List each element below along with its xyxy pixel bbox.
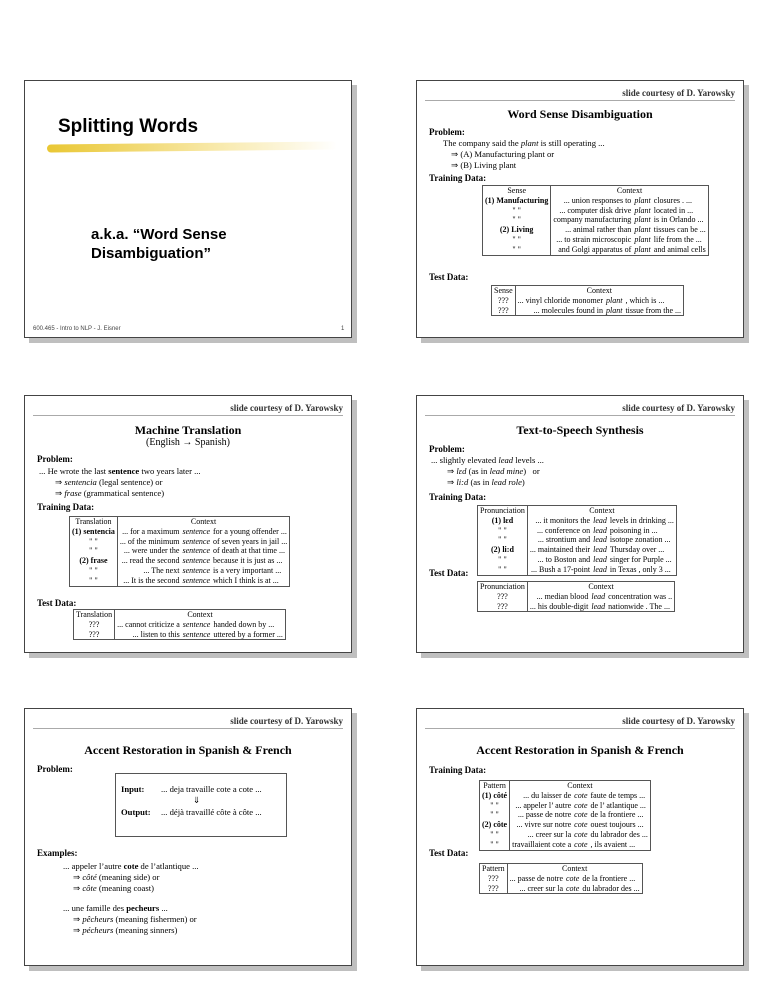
target-word: lead bbox=[593, 545, 607, 555]
sense-cell: (1) Manufacturing bbox=[483, 196, 551, 206]
problem-option-a: ⇒ (A) Manufacturing plant or bbox=[451, 149, 555, 159]
slide-6-title: Accent Restoration in Spanish & French bbox=[476, 743, 684, 757]
context-header: Context bbox=[616, 186, 643, 195]
table-row bbox=[483, 206, 709, 216]
sense-cell: ??? bbox=[478, 602, 528, 612]
table-row bbox=[70, 527, 290, 537]
sense-cell: ??? bbox=[480, 874, 508, 884]
example-2-option-2: ⇒ pécheurs (meaning sinners) bbox=[73, 925, 178, 935]
slide-3-title: Machine Translation bbox=[134, 423, 242, 437]
test-label: Test Data: bbox=[37, 598, 77, 608]
target-word: sentence bbox=[182, 526, 210, 536]
problem-option-b: ⇒ (B) Living plant bbox=[451, 160, 517, 170]
test-label: Test Data: bbox=[429, 272, 469, 282]
context-right: concentration was .. bbox=[608, 591, 673, 601]
slide-5-accent-problem bbox=[24, 708, 352, 966]
context-right: de la frontiere ... bbox=[590, 810, 644, 820]
input-label: Input: bbox=[121, 784, 145, 794]
slide-1-title bbox=[24, 80, 352, 338]
context-left: ... The next bbox=[143, 565, 180, 575]
context-right: ouest toujours ... bbox=[590, 820, 644, 830]
context-right: closures . ... bbox=[653, 195, 692, 205]
sense-cell: " " bbox=[478, 555, 528, 565]
target-word: sentence bbox=[182, 619, 211, 629]
slide-3-subtitle: (English → Spanish) bbox=[146, 437, 230, 448]
context-left: ... read the second bbox=[121, 556, 180, 566]
context-right: of seven years in jail ... bbox=[213, 536, 288, 546]
context-right: is a very important ... bbox=[213, 565, 282, 575]
sense-cell: (1) lɛd bbox=[478, 516, 528, 526]
sense-cell: ??? bbox=[478, 592, 528, 602]
context-right: for a young offender ... bbox=[213, 526, 287, 536]
output-label: Output: bbox=[121, 807, 151, 817]
table-row bbox=[483, 196, 709, 206]
target-word: cote bbox=[566, 883, 580, 893]
sense-cell: (2) frase bbox=[70, 556, 118, 566]
slide-credit: slide courtesy of D. Yarowsky bbox=[230, 403, 343, 413]
context-left: ... to strain microscopic bbox=[556, 234, 632, 244]
test-label: Test Data: bbox=[429, 568, 469, 578]
context-left: ... maintained their bbox=[529, 545, 591, 555]
input-output-box bbox=[115, 773, 287, 837]
target-word: sentence bbox=[182, 575, 210, 585]
table-row bbox=[478, 565, 677, 575]
context-left: company manufacturing bbox=[553, 215, 632, 225]
test-table bbox=[491, 285, 684, 316]
table-row bbox=[70, 556, 290, 566]
sense-cell: " " bbox=[478, 535, 528, 545]
context-right: located in ... bbox=[653, 205, 694, 215]
target-word: plant bbox=[606, 295, 623, 305]
table-row bbox=[483, 215, 709, 225]
context-left: ... It is the second bbox=[123, 575, 180, 585]
context-header: Context bbox=[589, 506, 615, 515]
table-row bbox=[480, 801, 651, 811]
table-header-row bbox=[480, 864, 643, 874]
context-right: levels in drinking ... bbox=[609, 515, 674, 525]
target-word: lead bbox=[593, 564, 607, 574]
sense-header: Pattern bbox=[480, 864, 508, 874]
context-left: ... his double-digit bbox=[529, 601, 589, 611]
sense-cell: " " bbox=[70, 566, 118, 576]
context-left: ... conference on bbox=[537, 525, 591, 535]
slide-4-tts bbox=[416, 395, 744, 653]
context-right: , ils avaient ... bbox=[590, 839, 636, 849]
credit-divider bbox=[425, 728, 735, 729]
slide-credit: slide courtesy of D. Yarowsky bbox=[230, 716, 343, 726]
sense-cell: (2) Living bbox=[483, 225, 551, 235]
table-header-row bbox=[70, 517, 290, 527]
table-row bbox=[483, 235, 709, 245]
context-left: ... animal rather than bbox=[565, 225, 632, 235]
credit-divider bbox=[425, 100, 735, 101]
context-left: ... creer sur la bbox=[527, 829, 572, 839]
context-right: life from the ... bbox=[653, 234, 702, 244]
context-left: ... cannot criticize a bbox=[117, 619, 180, 629]
target-word: cote bbox=[574, 820, 588, 830]
context-header: Context bbox=[588, 582, 614, 591]
slide-credit: slide courtesy of D. Yarowsky bbox=[622, 88, 735, 98]
target-word: sentence bbox=[182, 629, 211, 639]
target-word: cote bbox=[574, 800, 588, 810]
context-right: , which is ... bbox=[625, 295, 665, 305]
slide-6-accent-data bbox=[416, 708, 744, 966]
problem-label: Problem: bbox=[429, 127, 465, 137]
examples-label: Examples: bbox=[37, 848, 78, 858]
table-row bbox=[480, 810, 651, 820]
example-2-sentence: ... une famille des pecheurs ... bbox=[63, 903, 168, 913]
context-right: singer for Purple ... bbox=[609, 554, 672, 564]
target-word: lead bbox=[593, 535, 607, 545]
context-left: ... molecules found in bbox=[533, 305, 603, 315]
sense-cell: " " bbox=[478, 526, 528, 536]
test-label: Test Data: bbox=[429, 848, 469, 858]
sense-header: Pronunciation bbox=[478, 506, 528, 516]
context-right: because it is just as ... bbox=[213, 556, 283, 566]
sense-cell: " " bbox=[483, 245, 551, 255]
context-left: ... listen to this bbox=[132, 629, 180, 639]
table-row bbox=[70, 546, 290, 556]
example-1-option-2: ⇒ côte (meaning coast) bbox=[73, 883, 154, 893]
sense-cell: (2) côte bbox=[480, 820, 510, 830]
example-1-sentence: ... appeler l’autre cote de l’atlantique ... bbox=[63, 861, 199, 871]
sense-cell: " " bbox=[70, 537, 118, 547]
sense-cell: " " bbox=[480, 801, 510, 811]
table-row bbox=[70, 576, 290, 586]
test-table bbox=[73, 609, 286, 640]
table-row bbox=[480, 874, 643, 884]
target-word: cote bbox=[574, 790, 588, 800]
sense-cell: " " bbox=[480, 840, 510, 850]
sense-cell: " " bbox=[483, 215, 551, 225]
training-table bbox=[69, 516, 290, 587]
target-word: sentence bbox=[182, 565, 210, 575]
sense-header: Sense bbox=[483, 186, 551, 196]
table-row bbox=[478, 555, 677, 565]
context-left: ... vinyl chloride monomer bbox=[517, 295, 603, 305]
context-header: Context bbox=[187, 610, 213, 619]
context-right: nationwide . The ... bbox=[608, 601, 670, 611]
context-left: ... creer sur la bbox=[519, 883, 563, 893]
context-left: ... of the minimum bbox=[119, 536, 180, 546]
problem-label: Problem: bbox=[429, 444, 465, 454]
table-header-row bbox=[74, 610, 286, 620]
table-row bbox=[478, 526, 677, 536]
slide-2-wsd bbox=[416, 80, 744, 338]
context-right: poisoning in ... bbox=[609, 525, 658, 535]
problem-sentence: ... He wrote the last sentence two years later ... bbox=[39, 466, 201, 476]
title-underline-swoosh bbox=[47, 141, 337, 152]
table-row bbox=[483, 245, 709, 255]
sense-cell: ??? bbox=[74, 630, 115, 640]
test-table bbox=[477, 581, 675, 612]
problem-label: Problem: bbox=[37, 764, 73, 774]
target-word: lead bbox=[591, 591, 606, 601]
target-word: plant bbox=[634, 195, 651, 205]
sense-cell: " " bbox=[478, 565, 528, 575]
table-row bbox=[70, 566, 290, 576]
sense-cell: ??? bbox=[492, 296, 516, 306]
table-row bbox=[483, 225, 709, 235]
context-left: ... du laisser de bbox=[523, 790, 572, 800]
context-right: de la frontiere ... bbox=[582, 873, 636, 883]
problem-option-2: ⇒ li:d (as in lead role) bbox=[447, 477, 525, 487]
sense-header: Translation bbox=[74, 610, 115, 620]
slide-3-mt bbox=[24, 395, 352, 653]
training-table bbox=[477, 505, 677, 576]
context-header: Context bbox=[190, 517, 217, 526]
context-right: which I think is at ... bbox=[213, 575, 279, 585]
context-left: ... appeler l’ autre bbox=[515, 800, 572, 810]
slide-1-subtitle-line2: Disambiguation” bbox=[91, 245, 212, 262]
table-header-row bbox=[478, 582, 675, 592]
target-word: sentence bbox=[182, 536, 210, 546]
target-word: sentence bbox=[182, 546, 210, 556]
context-left: ... passe de notre bbox=[509, 873, 563, 883]
context-right: isotope zonation ... bbox=[609, 535, 671, 545]
sense-cell: ??? bbox=[492, 306, 516, 316]
slide-5-title: Accent Restoration in Spanish & French bbox=[84, 743, 292, 757]
target-word: lead bbox=[591, 601, 606, 611]
table-row bbox=[478, 602, 675, 612]
test-table bbox=[479, 863, 643, 894]
sense-cell: ??? bbox=[74, 620, 115, 630]
context-left: ... for a maximum bbox=[122, 526, 180, 536]
context-header: Context bbox=[586, 286, 612, 295]
table-row bbox=[478, 516, 677, 526]
context-right: is in Orlando ... bbox=[653, 215, 704, 225]
target-word: cote bbox=[574, 829, 588, 839]
context-left: ... strontium and bbox=[537, 535, 591, 545]
context-right: uttered by a former ... bbox=[213, 629, 283, 639]
context-right: du labrador des ... bbox=[582, 883, 640, 893]
target-word: plant bbox=[634, 234, 651, 244]
target-word: plant bbox=[634, 225, 651, 235]
credit-divider bbox=[33, 728, 343, 729]
input-text: ... deja travaille cote a cote ... bbox=[161, 784, 262, 794]
sense-cell: " " bbox=[70, 576, 118, 586]
table-header-row bbox=[483, 186, 709, 196]
context-left: ... were under the bbox=[123, 546, 180, 556]
target-word: cote bbox=[574, 810, 588, 820]
context-left: and Golgi apparatus of bbox=[558, 244, 632, 254]
context-right: Thursday over ... bbox=[609, 545, 665, 555]
context-right: de l’ atlantique ... bbox=[590, 800, 646, 810]
credit-divider bbox=[33, 415, 343, 416]
target-word: lead bbox=[593, 515, 607, 525]
sense-header: Translation bbox=[70, 517, 118, 527]
context-right: in Texas , only 3 ... bbox=[609, 564, 671, 574]
sense-cell: " " bbox=[483, 235, 551, 245]
context-header: Context bbox=[567, 781, 593, 790]
target-word: sentence bbox=[182, 556, 210, 566]
table-row bbox=[478, 545, 677, 555]
table-row bbox=[478, 535, 677, 545]
table-header-row bbox=[478, 506, 677, 516]
slide-1-subtitle-line1: a.k.a. “Word Sense bbox=[91, 226, 227, 243]
context-right: and animal cells bbox=[653, 244, 706, 254]
training-label: Training Data: bbox=[429, 765, 487, 775]
output-text: ... déjà travaillé côte à côte ... bbox=[161, 807, 262, 817]
table-row bbox=[478, 592, 675, 602]
training-label: Training Data: bbox=[37, 502, 95, 512]
table-row bbox=[70, 537, 290, 547]
context-left: ... computer disk drive bbox=[559, 205, 632, 215]
table-row bbox=[74, 630, 286, 640]
problem-label: Problem: bbox=[37, 454, 73, 464]
credit-divider bbox=[425, 415, 735, 416]
context-right: tissues can be ... bbox=[653, 225, 706, 235]
target-word: plant bbox=[634, 205, 651, 215]
context-right: handed down by ... bbox=[213, 619, 275, 629]
table-row bbox=[480, 791, 651, 801]
table-header-row bbox=[492, 286, 684, 296]
sense-cell: " " bbox=[480, 830, 510, 840]
slide-2-title: Word Sense Disambiguation bbox=[507, 107, 653, 121]
context-right: of death at that time ... bbox=[213, 546, 285, 556]
target-word: cote bbox=[574, 839, 588, 849]
target-word: plant bbox=[606, 305, 623, 315]
problem-option-1: ⇒ lɛd (as in lead mine) or bbox=[447, 466, 540, 476]
table-row bbox=[480, 820, 651, 830]
sense-header: Pattern bbox=[480, 781, 510, 791]
target-word: plant bbox=[634, 215, 651, 225]
table-row bbox=[480, 840, 651, 850]
context-left: ... passe de notre bbox=[517, 810, 572, 820]
problem-option-2: ⇒ frase (grammatical sentence) bbox=[55, 488, 165, 498]
table-row bbox=[492, 306, 684, 316]
sense-cell: " " bbox=[480, 810, 510, 820]
slide-credit: slide courtesy of D. Yarowsky bbox=[622, 403, 735, 413]
table-row bbox=[492, 296, 684, 306]
problem-sentence: ... slightly elevated lead levels ... bbox=[431, 455, 544, 465]
target-word: lead bbox=[593, 554, 607, 564]
context-left: travaillaient cote a bbox=[512, 839, 572, 849]
target-word: cote bbox=[566, 873, 580, 883]
training-label: Training Data: bbox=[429, 492, 487, 502]
sense-header: Sense bbox=[492, 286, 516, 296]
context-left: ... vivre sur notre bbox=[516, 820, 572, 830]
sense-cell: ??? bbox=[480, 884, 508, 894]
context-right: faute de temps ... bbox=[590, 790, 646, 800]
sense-cell: (1) côté bbox=[480, 791, 510, 801]
sense-cell: (1) sentencia bbox=[70, 527, 118, 537]
slide-1-footer-left: 600.465 - Intro to NLP - J. Eisner bbox=[33, 326, 121, 332]
context-left: ... it monitors the bbox=[535, 515, 591, 525]
context-left: ... Bush a 17-point bbox=[530, 564, 591, 574]
context-left: ... to Boston and bbox=[537, 554, 591, 564]
sense-cell: " " bbox=[483, 206, 551, 216]
target-word: plant bbox=[634, 244, 651, 254]
sense-cell: " " bbox=[70, 546, 118, 556]
target-word: lead bbox=[593, 525, 607, 535]
table-header-row bbox=[480, 781, 651, 791]
training-table bbox=[479, 780, 651, 851]
training-label: Training Data: bbox=[429, 173, 487, 183]
table-row bbox=[74, 620, 286, 630]
problem-sentence: The company said the plant is still operating ... bbox=[443, 138, 605, 148]
table-row bbox=[480, 830, 651, 840]
sense-header: Pronunciation bbox=[478, 582, 528, 592]
down-arrow: ⇓ bbox=[193, 795, 201, 805]
slide-1-footer-page: 1 bbox=[341, 326, 345, 332]
context-right: tissue from the ... bbox=[625, 305, 681, 315]
slide-credit: slide courtesy of D. Yarowsky bbox=[622, 716, 735, 726]
slide-4-title: Text-to-Speech Synthesis bbox=[516, 423, 644, 437]
context-right: du labrador des ... bbox=[590, 829, 648, 839]
training-table bbox=[482, 185, 709, 256]
context-header: Context bbox=[561, 864, 588, 873]
table-row bbox=[480, 884, 643, 894]
sense-cell: (2) li:d bbox=[478, 545, 528, 555]
slide-1-title-text: Splitting Words bbox=[58, 116, 199, 137]
context-left: ... union responses to bbox=[563, 195, 632, 205]
example-1-option-1: ⇒ côté (meaning side) or bbox=[73, 872, 160, 882]
context-left: ... median blood bbox=[536, 591, 589, 601]
problem-option-1: ⇒ sentencia (legal sentence) or bbox=[55, 477, 163, 487]
example-2-option-1: ⇒ pêcheurs (meaning fishermen) or bbox=[73, 914, 197, 924]
